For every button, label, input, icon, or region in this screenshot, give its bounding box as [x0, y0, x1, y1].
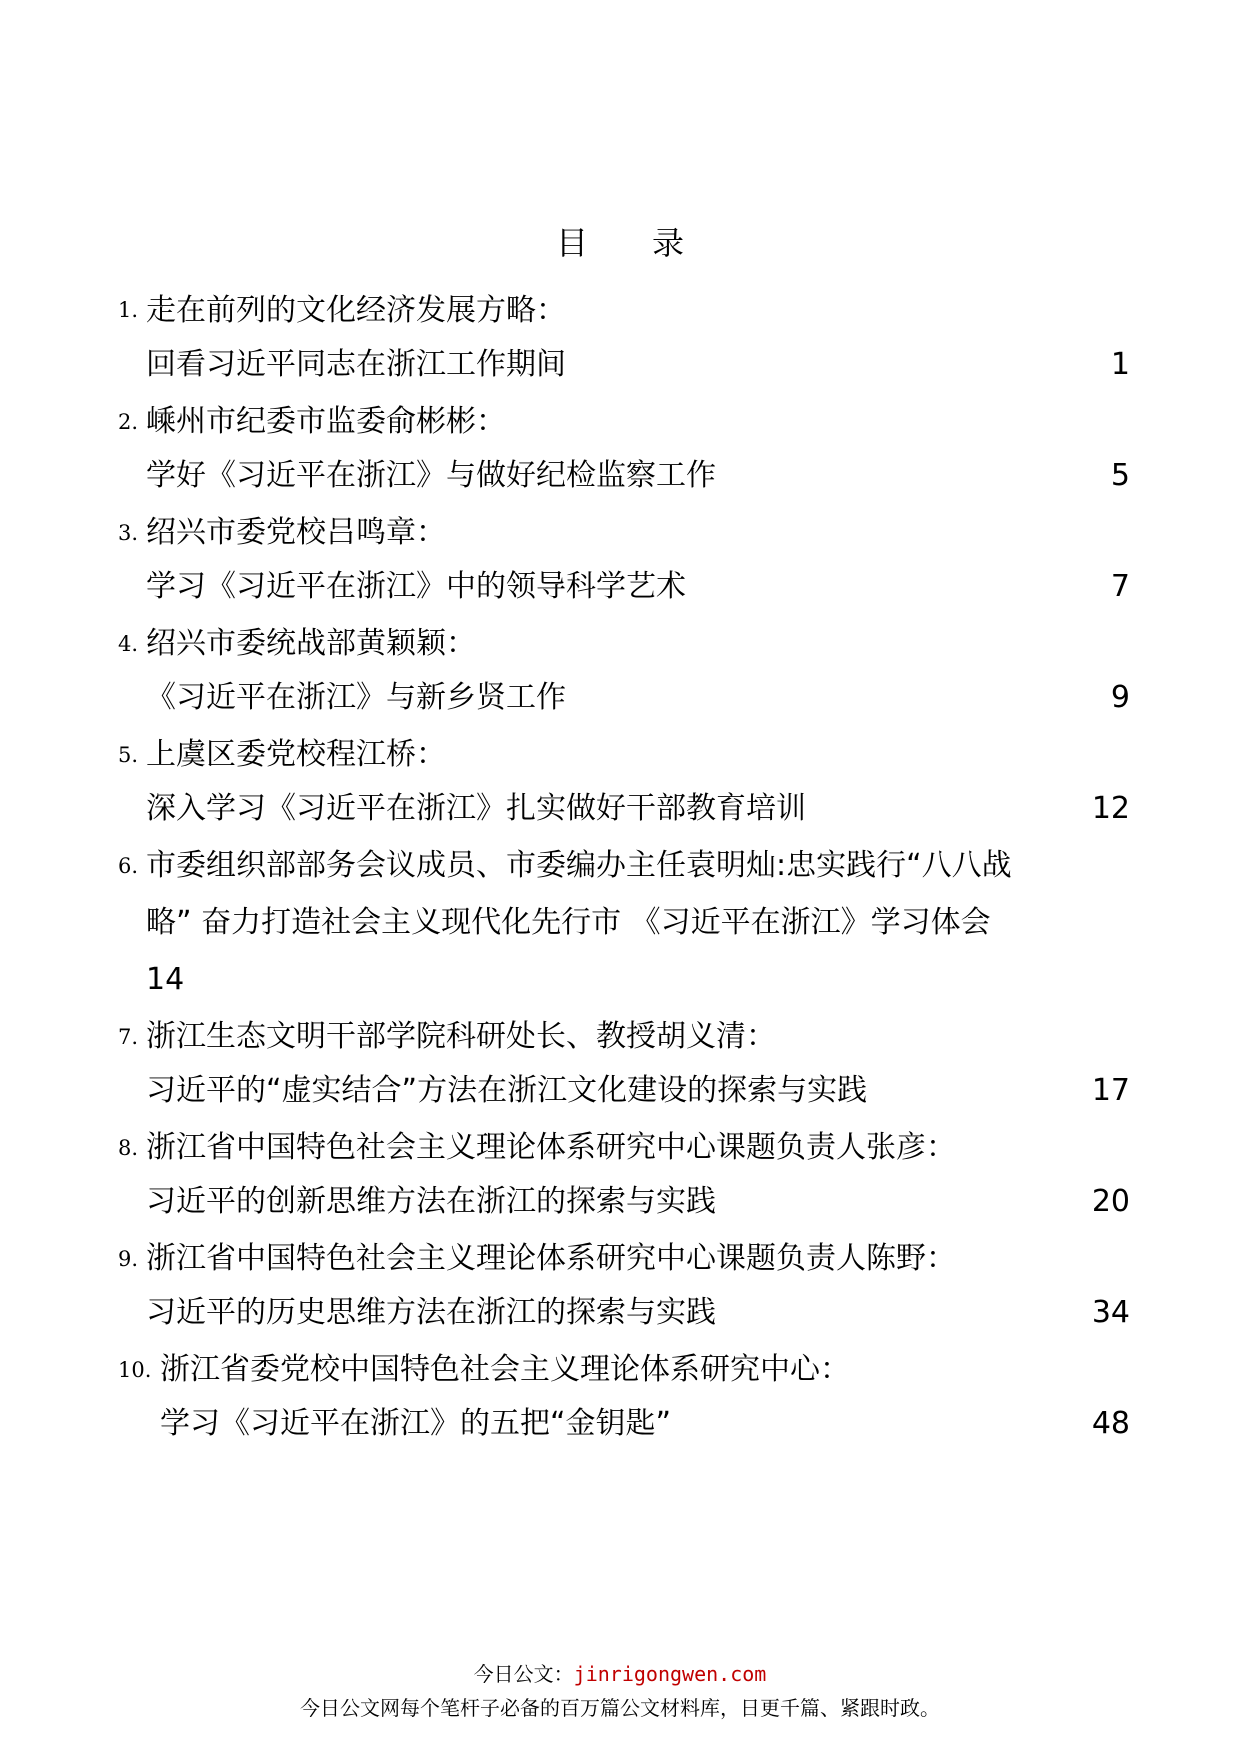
- entry-title-line2: 习近平的“虚实结合”方法在浙江文化建设的探索与实践: [146, 1073, 868, 1108]
- entry-page-number: 1: [1110, 347, 1130, 382]
- entry-title-line2: 学习《习近平在浙江》中的领导科学艺术: [146, 569, 686, 604]
- footer-slogan: 今日公文网每个笔杆子必备的百万篇公文材料库，日更千篇、紧跟时政。: [300, 1696, 940, 1720]
- entry-number: 9.: [118, 1247, 139, 1271]
- entry-title-line1: 浙江生态文明干部学院科研处长、教授胡义清：: [146, 1019, 776, 1054]
- entry-title-line2: 学习《习近平在浙江》的五把“金钥匙”: [160, 1406, 672, 1441]
- entry-number: 3.: [118, 521, 139, 545]
- entry-title-line2: 习近平的历史思维方法在浙江的探索与实践: [146, 1295, 716, 1330]
- entry-title-line1: 绍兴市委统战部黄颖颖：: [146, 626, 476, 661]
- entry-title-line1: 浙江省中国特色社会主义理论体系研究中心课题负责人张彦：: [146, 1130, 956, 1165]
- entry-title-line1: 浙江省中国特色社会主义理论体系研究中心课题负责人陈野：: [146, 1241, 956, 1276]
- entry-page-number: 5: [1110, 458, 1130, 493]
- entry-page-number: 7: [1110, 569, 1130, 604]
- entry-title-line2: 习近平的创新思维方法在浙江的探索与实践: [146, 1184, 716, 1219]
- entry-page-number: 34: [1091, 1295, 1130, 1330]
- footer-label: 今日公文：: [473, 1662, 574, 1686]
- entry-title-line1: 走在前列的文化经济发展方略：: [146, 293, 566, 328]
- toc-title: 目 录: [555, 224, 684, 262]
- entry-number: 4.: [118, 632, 139, 656]
- entry-page-number: 20: [1091, 1184, 1130, 1219]
- entry-page-number: 14: [146, 962, 185, 997]
- entry-title-line2: 学好《习近平在浙江》与做好纪检监察工作: [146, 458, 716, 493]
- entry-title-line2: 《习近平在浙江》与新乡贤工作: [146, 680, 566, 715]
- entry-number: 2.: [118, 410, 139, 434]
- entry-title-line1: 绍兴市委党校吕鸣章：: [146, 515, 446, 550]
- entry-title-line1: 嵊州市纪委市监委俞彬彬：: [146, 404, 506, 439]
- footer-url-link[interactable]: jinrigongwen.com: [573, 1662, 767, 1686]
- entry-title-line2: 回看习近平同志在浙江工作期间: [146, 347, 566, 382]
- entry-title-line1: 市委组织部部务会议成员、市委编办主任袁明灿:忠实践行“八八战: [146, 848, 1012, 883]
- entry-number: 6.: [118, 854, 139, 878]
- entry-number: 5.: [118, 743, 139, 767]
- entry-page-number: 12: [1091, 791, 1130, 826]
- entry-title-line1: 上虞区委党校程江桥：: [146, 737, 446, 772]
- entry-number: 1.: [118, 298, 139, 322]
- entry-page-number: 9: [1110, 680, 1130, 715]
- footer-source-line: [0, 1658, 1240, 1687]
- entry-title-line1: 浙江省委党校中国特色社会主义理论体系研究中心：: [160, 1352, 850, 1387]
- entry-title-line2: 深入学习《习近平在浙江》扎实做好干部教育培训: [146, 791, 806, 826]
- entry-page-number: 48: [1091, 1406, 1130, 1441]
- entry-number: 7.: [118, 1025, 139, 1049]
- entry-title-line2: 略” 奋力打造社会主义现代化先行市 《习近平在浙江》学习体会: [146, 905, 991, 940]
- entry-page-number: 17: [1091, 1073, 1130, 1108]
- entry-number: 8.: [118, 1136, 139, 1160]
- entry-number: 10.: [118, 1358, 152, 1382]
